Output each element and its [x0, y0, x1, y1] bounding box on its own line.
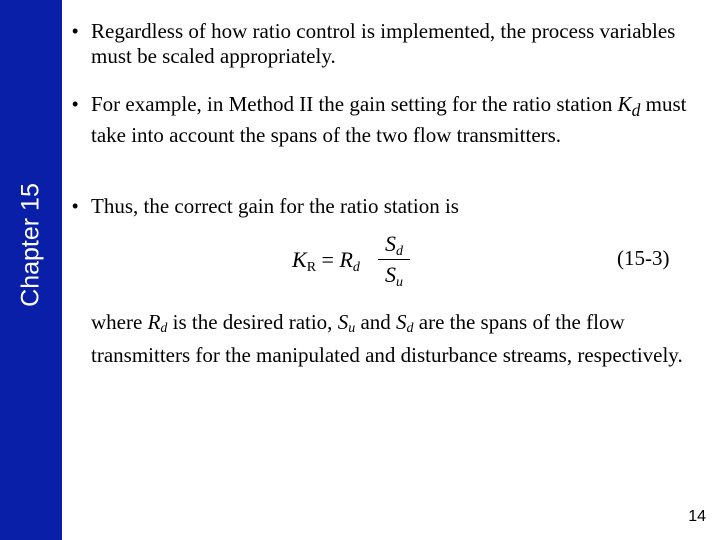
explanation-text — [91, 309, 701, 369]
explanation-part: where — [91, 310, 148, 334]
explanation-var-rd: R — [147, 310, 161, 334]
chapter-label: Chapter 15 — [16, 183, 45, 307]
eq-kr-var: K — [292, 247, 307, 272]
bullet-icon: • — [72, 21, 79, 41]
bullet-item-correct-gain — [72, 194, 697, 219]
explanation-sub-sd: d — [406, 321, 414, 336]
equation-number: (15-3) — [617, 246, 670, 270]
chapter-sidebar — [0, 0, 62, 540]
bullet-item-scaling — [72, 19, 697, 69]
eq-equals: = — [321, 247, 334, 272]
gain-equation — [292, 230, 422, 292]
fraction-bar — [378, 259, 410, 260]
explanation-part: is the desired ratio, — [167, 310, 338, 334]
bullet-item-method-ii — [72, 92, 697, 148]
bullet-text-post: must take into account the spans of the two flow transmitters. — [91, 92, 687, 148]
eq-sd-var: S — [385, 231, 396, 256]
explanation-part: and — [355, 310, 397, 334]
eq-rd-subscript: d — [352, 260, 360, 275]
bullet-text — [72, 92, 697, 148]
explanation-part: are the spans of the flow transmitters for the manipulated and disturbance streams, respectively. — [91, 310, 683, 367]
fraction-denominator — [378, 261, 410, 289]
bullet-text-pre: For example, in Method II the gain setting for the ratio station — [91, 92, 618, 116]
bullet-icon: • — [72, 196, 79, 216]
gain-variable: K — [617, 92, 632, 116]
bullet-icon: • — [72, 94, 79, 114]
slide-content — [62, 0, 720, 540]
eq-su-var: S — [385, 262, 396, 287]
bullet-text: Thus, the correct gain for the ratio station is — [91, 194, 459, 218]
equation-lhs — [292, 247, 360, 276]
explanation-var-sd: S — [396, 310, 407, 334]
equation-fraction — [378, 230, 410, 289]
gain-variable-subscript: d — [631, 100, 641, 121]
eq-sd-subscript: d — [396, 244, 403, 259]
explanation-sub-su: u — [348, 321, 356, 336]
bullet-text: Regardless of how ratio control is implemented, the process variables must be scaled appropriately. — [91, 19, 676, 68]
fraction-numerator — [378, 230, 410, 258]
page-number: 14 — [688, 508, 706, 525]
explanation-var-su: S — [337, 310, 349, 334]
explanation-sub-rd: d — [160, 321, 168, 336]
eq-rd-var: R — [339, 247, 353, 272]
eq-su-subscript: u — [396, 275, 403, 290]
eq-kr-subscript: R — [306, 260, 317, 275]
